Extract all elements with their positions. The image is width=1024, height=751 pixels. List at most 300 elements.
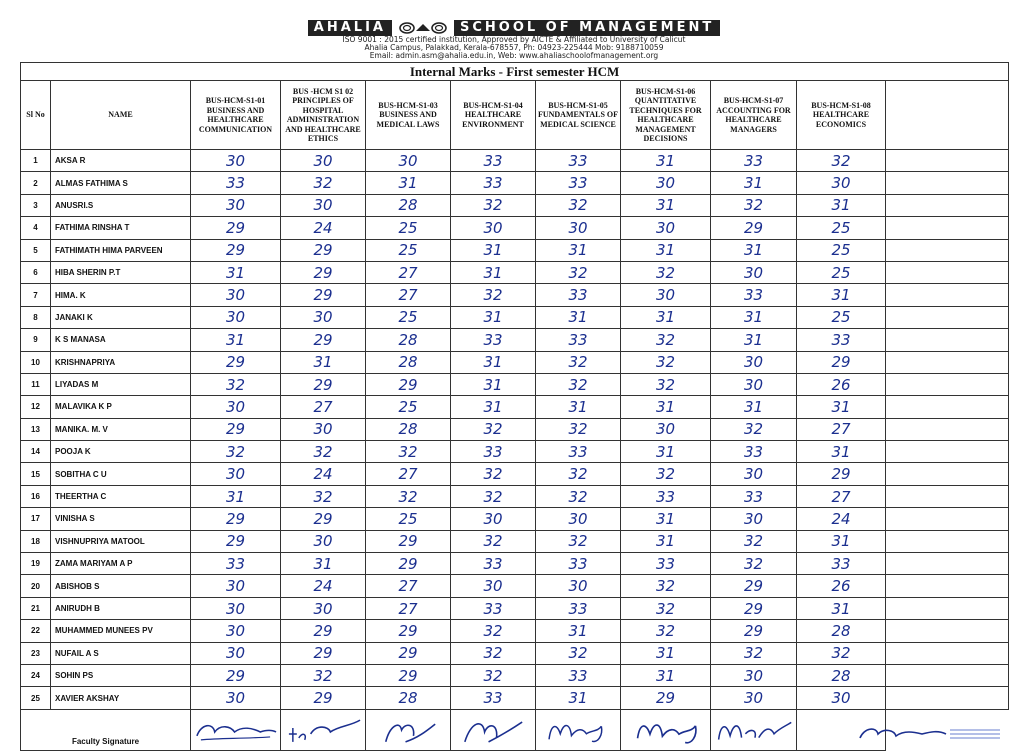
mark-subject-7: 32: [711, 553, 797, 575]
table-row: [21, 418, 1009, 440]
student-name: ZAMA MARIYAM A P: [51, 553, 191, 575]
mark-subject-1: 31: [191, 261, 281, 283]
mark-subject-5: 33: [536, 553, 621, 575]
marks-sheet: [20, 20, 1008, 746]
mark-subject-4: 30: [451, 217, 536, 239]
blank-cell: [886, 485, 1009, 507]
mark-subject-5: 31: [536, 239, 621, 261]
mark-subject-1: 29: [191, 239, 281, 261]
serial-number: 14: [21, 441, 51, 463]
mark-subject-3: 29: [366, 620, 451, 642]
mark-subject-3: 27: [366, 575, 451, 597]
mark-subject-4: 33: [451, 172, 536, 194]
student-name: HIBA SHERIN P.T: [51, 261, 191, 283]
mark-subject-3: 28: [366, 418, 451, 440]
mark-subject-4: 32: [451, 418, 536, 440]
mark-subject-3: 28: [366, 329, 451, 351]
table-row: [21, 150, 1009, 172]
blank-cell: [886, 508, 1009, 530]
mark-subject-1: 30: [191, 463, 281, 485]
mark-subject-8: 28: [797, 620, 886, 642]
serial-number: 24: [21, 664, 51, 686]
mark-subject-2: 30: [281, 150, 366, 172]
mark-subject-7: 32: [711, 418, 797, 440]
mark-subject-8: 33: [797, 553, 886, 575]
header-subject-8: BUS-HCM-S1-08 HEALTHCARE ECONOMICS: [797, 81, 886, 150]
table-body: [21, 150, 1009, 710]
mark-subject-5: 30: [536, 217, 621, 239]
mark-subject-5: 31: [536, 396, 621, 418]
student-name: KRISHNAPRIYA: [51, 351, 191, 373]
mark-subject-6: 30: [621, 418, 711, 440]
mark-subject-6: 31: [621, 150, 711, 172]
mark-subject-3: 31: [366, 172, 451, 194]
mark-subject-6: 32: [621, 261, 711, 283]
mark-subject-3: 28: [366, 194, 451, 216]
mark-subject-4: 32: [451, 620, 536, 642]
mark-subject-2: 29: [281, 687, 366, 709]
mark-subject-1: 30: [191, 620, 281, 642]
table-row: [21, 172, 1009, 194]
mark-subject-5: 33: [536, 441, 621, 463]
mark-subject-4: 32: [451, 463, 536, 485]
student-name: XAVIER AKSHAY: [51, 687, 191, 709]
student-name: VISHNUPRIYA MATOOL: [51, 530, 191, 552]
mark-subject-4: 33: [451, 553, 536, 575]
mark-subject-2: 32: [281, 172, 366, 194]
mark-subject-1: 32: [191, 373, 281, 395]
header-subject-6: BUS-HCM-S1-06 QUANTITATIVE TECHNIQUES FOR HEALTHCARE MANAGEMENT DECISIONS: [621, 81, 711, 150]
mark-subject-1: 29: [191, 508, 281, 530]
table-row: [21, 508, 1009, 530]
mark-subject-3: 25: [366, 396, 451, 418]
mark-subject-4: 30: [451, 508, 536, 530]
blank-cell: [886, 441, 1009, 463]
blank-cell: [886, 575, 1009, 597]
mark-subject-1: 29: [191, 664, 281, 686]
mark-subject-8: 24: [797, 508, 886, 530]
signature-subject-3: [366, 709, 451, 750]
mark-subject-8: 31: [797, 284, 886, 306]
mark-subject-8: 27: [797, 418, 886, 440]
mark-subject-2: 29: [281, 642, 366, 664]
mark-subject-8: 32: [797, 150, 886, 172]
table-row: [21, 306, 1009, 328]
mark-subject-1: 31: [191, 329, 281, 351]
serial-number: 18: [21, 530, 51, 552]
mark-subject-1: 30: [191, 150, 281, 172]
mark-subject-4: 31: [451, 373, 536, 395]
serial-number: 25: [21, 687, 51, 709]
serial-number: 12: [21, 396, 51, 418]
blank-cell: [886, 530, 1009, 552]
mark-subject-6: 30: [621, 217, 711, 239]
header-sl-no: Sl No: [21, 81, 51, 150]
mark-subject-1: 30: [191, 396, 281, 418]
mark-subject-8: 30: [797, 687, 886, 709]
table-row: [21, 329, 1009, 351]
brand-name-right: SCHOOL OF MANAGEMENT: [454, 20, 720, 36]
table-row: [21, 373, 1009, 395]
mark-subject-5: 32: [536, 373, 621, 395]
letterhead-accreditation: ISO 9001 : 2015 certified institution, Approved by AICTE & Affiliated to University of Calicut: [342, 35, 686, 44]
mark-subject-6: 32: [621, 597, 711, 619]
blank-cell: [886, 306, 1009, 328]
mark-subject-1: 33: [191, 553, 281, 575]
mark-subject-6: 29: [621, 687, 711, 709]
mark-subject-1: 33: [191, 172, 281, 194]
student-name: SOBITHA C U: [51, 463, 191, 485]
mark-subject-6: 31: [621, 664, 711, 686]
blank-cell: [886, 261, 1009, 283]
mark-subject-2: 31: [281, 351, 366, 373]
mark-subject-3: 30: [366, 150, 451, 172]
table-row: [21, 575, 1009, 597]
mark-subject-8: 31: [797, 597, 886, 619]
mark-subject-7: 29: [711, 217, 797, 239]
mark-subject-8: 31: [797, 396, 886, 418]
letterhead-address: Ahalia Campus, Palakkad, Kerala-678557, Ph: 04923-225444 Mob: 9188710059: [364, 43, 664, 52]
mark-subject-5: 32: [536, 530, 621, 552]
mark-subject-7: 31: [711, 239, 797, 261]
serial-number: 23: [21, 642, 51, 664]
blank-cell: [886, 463, 1009, 485]
mark-subject-6: 31: [621, 508, 711, 530]
serial-number: 17: [21, 508, 51, 530]
table-title: Internal Marks - First semester HCM: [21, 63, 1009, 81]
mark-subject-5: 31: [536, 620, 621, 642]
table-row: [21, 261, 1009, 283]
header-subject-4: BUS-HCM-S1-04 HEALTHCARE ENVIRONMENT: [451, 81, 536, 150]
blank-cell: [886, 284, 1009, 306]
mark-subject-3: 25: [366, 508, 451, 530]
mark-subject-2: 31: [281, 553, 366, 575]
mark-subject-1: 30: [191, 194, 281, 216]
serial-number: 4: [21, 217, 51, 239]
mark-subject-5: 32: [536, 351, 621, 373]
letterhead-contact: Email: admin.asm@ahalia.edu.in, Web: www.ahaliaschoolofmanagement.org: [369, 51, 659, 60]
blank-cell: [886, 373, 1009, 395]
mark-subject-7: 31: [711, 329, 797, 351]
serial-number: 5: [21, 239, 51, 261]
mark-subject-1: 30: [191, 642, 281, 664]
mark-subject-2: 32: [281, 485, 366, 507]
blank-cell: [886, 396, 1009, 418]
signature-subject-1: [191, 709, 281, 750]
mark-subject-6: 32: [621, 329, 711, 351]
student-name: POOJA K: [51, 441, 191, 463]
mark-subject-7: 29: [711, 620, 797, 642]
table-row: [21, 530, 1009, 552]
table-row: [21, 351, 1009, 373]
mark-subject-8: 26: [797, 575, 886, 597]
serial-number: 3: [21, 194, 51, 216]
mark-subject-3: 29: [366, 642, 451, 664]
mark-subject-4: 32: [451, 530, 536, 552]
mark-subject-2: 29: [281, 508, 366, 530]
header-name: NAME: [51, 81, 191, 150]
table-row: [21, 284, 1009, 306]
serial-number: 8: [21, 306, 51, 328]
mark-subject-8: 30: [797, 172, 886, 194]
header-subject-5: BUS-HCM-S1-05 FUNDAMENTALS OF MEDICAL SCIENCE: [536, 81, 621, 150]
mark-subject-3: 27: [366, 463, 451, 485]
mark-subject-5: 32: [536, 418, 621, 440]
mark-subject-7: 30: [711, 373, 797, 395]
student-name: HIMA. K: [51, 284, 191, 306]
blank-cell: [886, 642, 1009, 664]
mark-subject-8: 32: [797, 642, 886, 664]
mark-subject-4: 31: [451, 261, 536, 283]
student-name: VINISHA S: [51, 508, 191, 530]
mark-subject-1: 30: [191, 597, 281, 619]
student-name: NUFAIL A S: [51, 642, 191, 664]
mark-subject-6: 31: [621, 396, 711, 418]
mark-subject-5: 30: [536, 508, 621, 530]
mark-subject-8: 25: [797, 217, 886, 239]
mark-subject-3: 28: [366, 351, 451, 373]
mark-subject-5: 32: [536, 463, 621, 485]
serial-number: 11: [21, 373, 51, 395]
mark-subject-2: 24: [281, 575, 366, 597]
mark-subject-8: 31: [797, 194, 886, 216]
mark-subject-2: 29: [281, 261, 366, 283]
mark-subject-7: 31: [711, 396, 797, 418]
mark-subject-4: 31: [451, 239, 536, 261]
mark-subject-4: 33: [451, 441, 536, 463]
mark-subject-2: 30: [281, 418, 366, 440]
mark-subject-3: 32: [366, 485, 451, 507]
blank-cell: [886, 597, 1009, 619]
mark-subject-7: 31: [711, 306, 797, 328]
student-name: ANIRUDH B: [51, 597, 191, 619]
principal-signature-mark: [850, 720, 1020, 746]
signature-subject-7: [711, 709, 797, 750]
table-row: [21, 553, 1009, 575]
table-row: [21, 687, 1009, 709]
mark-subject-6: 31: [621, 239, 711, 261]
mark-subject-2: 24: [281, 217, 366, 239]
mark-subject-6: 32: [621, 351, 711, 373]
mark-subject-6: 32: [621, 463, 711, 485]
mark-subject-2: 29: [281, 329, 366, 351]
serial-number: 16: [21, 485, 51, 507]
serial-number: 22: [21, 620, 51, 642]
mark-subject-5: 30: [536, 575, 621, 597]
header-subject-2: BUS -HCM S1 02 PRINCIPLES OF HOSPITAL ADMINISTRATION AND HEALTHCARE ETHICS: [281, 81, 366, 150]
serial-number: 19: [21, 553, 51, 575]
mark-subject-6: 30: [621, 284, 711, 306]
student-name: THEERTHA C: [51, 485, 191, 507]
mark-subject-7: 32: [711, 642, 797, 664]
mark-subject-3: 27: [366, 597, 451, 619]
blank-cell: [886, 418, 1009, 440]
mark-subject-7: 33: [711, 485, 797, 507]
header-subject-7: BUS-HCM-S1-07 ACCOUNTING FOR HEALTHCARE MANAGERS: [711, 81, 797, 150]
mark-subject-5: 33: [536, 597, 621, 619]
letterhead: [20, 20, 1008, 60]
table-row: [21, 396, 1009, 418]
mark-subject-3: 29: [366, 373, 451, 395]
table-row: [21, 642, 1009, 664]
mark-subject-4: 32: [451, 485, 536, 507]
mark-subject-1: 30: [191, 575, 281, 597]
mark-subject-5: 32: [536, 485, 621, 507]
mark-subject-1: 29: [191, 217, 281, 239]
blank-cell: [886, 687, 1009, 709]
mark-subject-6: 32: [621, 373, 711, 395]
serial-number: 10: [21, 351, 51, 373]
faculty-signature-label: Faculty Signature: [21, 709, 191, 750]
mark-subject-7: 29: [711, 597, 797, 619]
mark-subject-6: 31: [621, 530, 711, 552]
mark-subject-7: 33: [711, 150, 797, 172]
blank-cell: [886, 553, 1009, 575]
header-blank: [886, 81, 1009, 150]
mark-subject-3: 27: [366, 284, 451, 306]
blank-cell: [886, 620, 1009, 642]
mark-subject-5: 32: [536, 642, 621, 664]
mark-subject-7: 30: [711, 508, 797, 530]
mark-subject-3: 29: [366, 530, 451, 552]
mark-subject-2: 27: [281, 396, 366, 418]
student-name: FATHIMA RINSHA T: [51, 217, 191, 239]
mark-subject-5: 31: [536, 687, 621, 709]
mark-subject-7: 30: [711, 351, 797, 373]
mark-subject-2: 24: [281, 463, 366, 485]
mark-subject-7: 33: [711, 441, 797, 463]
mark-subject-7: 30: [711, 664, 797, 686]
table-row: [21, 620, 1009, 642]
mark-subject-2: 30: [281, 597, 366, 619]
mark-subject-1: 29: [191, 418, 281, 440]
mark-subject-3: 27: [366, 261, 451, 283]
mark-subject-7: 33: [711, 284, 797, 306]
mark-subject-5: 32: [536, 194, 621, 216]
mark-subject-8: 29: [797, 351, 886, 373]
serial-number: 13: [21, 418, 51, 440]
mark-subject-5: 33: [536, 150, 621, 172]
serial-number: 1: [21, 150, 51, 172]
mark-subject-4: 32: [451, 284, 536, 306]
mark-subject-3: 32: [366, 441, 451, 463]
mark-subject-1: 29: [191, 351, 281, 373]
mark-subject-8: 29: [797, 463, 886, 485]
table-row: [21, 664, 1009, 686]
student-name: MUHAMMED MUNEES PV: [51, 620, 191, 642]
table-row: [21, 217, 1009, 239]
mark-subject-4: 31: [451, 306, 536, 328]
blank-cell: [886, 239, 1009, 261]
mark-subject-1: 30: [191, 306, 281, 328]
mark-subject-4: 31: [451, 396, 536, 418]
ahalia-logo-icon: [398, 21, 448, 35]
serial-number: 21: [21, 597, 51, 619]
mark-subject-6: 32: [621, 575, 711, 597]
header-subject-3: BUS-HCM-S1-03 BUSINESS AND MEDICAL LAWS: [366, 81, 451, 150]
table-row: [21, 463, 1009, 485]
serial-number: 2: [21, 172, 51, 194]
student-name: MALAVIKA K P: [51, 396, 191, 418]
mark-subject-4: 32: [451, 194, 536, 216]
mark-subject-2: 30: [281, 194, 366, 216]
mark-subject-8: 31: [797, 530, 886, 552]
blank-cell: [886, 150, 1009, 172]
blank-cell: [886, 351, 1009, 373]
mark-subject-4: 33: [451, 687, 536, 709]
student-name: MANIKA. M. V: [51, 418, 191, 440]
mark-subject-3: 29: [366, 664, 451, 686]
mark-subject-6: 33: [621, 485, 711, 507]
mark-subject-7: 32: [711, 530, 797, 552]
mark-subject-3: 25: [366, 217, 451, 239]
mark-subject-1: 32: [191, 441, 281, 463]
mark-subject-6: 33: [621, 553, 711, 575]
serial-number: 20: [21, 575, 51, 597]
marks-table: [20, 62, 1009, 751]
blank-cell: [886, 664, 1009, 686]
mark-subject-5: 32: [536, 261, 621, 283]
signature-subject-2: [281, 709, 366, 750]
student-name: SOHIN PS: [51, 664, 191, 686]
mark-subject-6: 32: [621, 620, 711, 642]
mark-subject-4: 32: [451, 664, 536, 686]
blank-cell: [886, 172, 1009, 194]
mark-subject-2: 29: [281, 620, 366, 642]
mark-subject-8: 26: [797, 373, 886, 395]
mark-subject-7: 30: [711, 687, 797, 709]
mark-subject-4: 32: [451, 642, 536, 664]
signature-subject-6: [621, 709, 711, 750]
mark-subject-8: 25: [797, 306, 886, 328]
student-name: AKSA R: [51, 150, 191, 172]
mark-subject-5: 33: [536, 284, 621, 306]
mark-subject-7: 31: [711, 172, 797, 194]
table-row: [21, 194, 1009, 216]
mark-subject-4: 33: [451, 597, 536, 619]
mark-subject-8: 31: [797, 441, 886, 463]
mark-subject-5: 33: [536, 329, 621, 351]
mark-subject-7: 32: [711, 194, 797, 216]
mark-subject-2: 32: [281, 441, 366, 463]
mark-subject-1: 29: [191, 530, 281, 552]
mark-subject-5: 33: [536, 664, 621, 686]
brand-name-left: AHALIA: [308, 20, 392, 36]
mark-subject-6: 31: [621, 441, 711, 463]
mark-subject-6: 31: [621, 306, 711, 328]
mark-subject-1: 30: [191, 687, 281, 709]
mark-subject-1: 31: [191, 485, 281, 507]
mark-subject-7: 29: [711, 575, 797, 597]
mark-subject-5: 31: [536, 306, 621, 328]
blank-cell: [886, 194, 1009, 216]
mark-subject-2: 32: [281, 664, 366, 686]
mark-subject-3: 25: [366, 306, 451, 328]
mark-subject-3: 25: [366, 239, 451, 261]
mark-subject-8: 25: [797, 239, 886, 261]
table-row: [21, 597, 1009, 619]
brand-line: [20, 20, 1008, 36]
mark-subject-4: 30: [451, 575, 536, 597]
mark-subject-6: 30: [621, 172, 711, 194]
blank-cell: [886, 329, 1009, 351]
mark-subject-2: 29: [281, 239, 366, 261]
mark-subject-7: 30: [711, 463, 797, 485]
student-name: ALMAS FATHIMA S: [51, 172, 191, 194]
mark-subject-8: 25: [797, 261, 886, 283]
mark-subject-7: 30: [711, 261, 797, 283]
table-row: [21, 485, 1009, 507]
